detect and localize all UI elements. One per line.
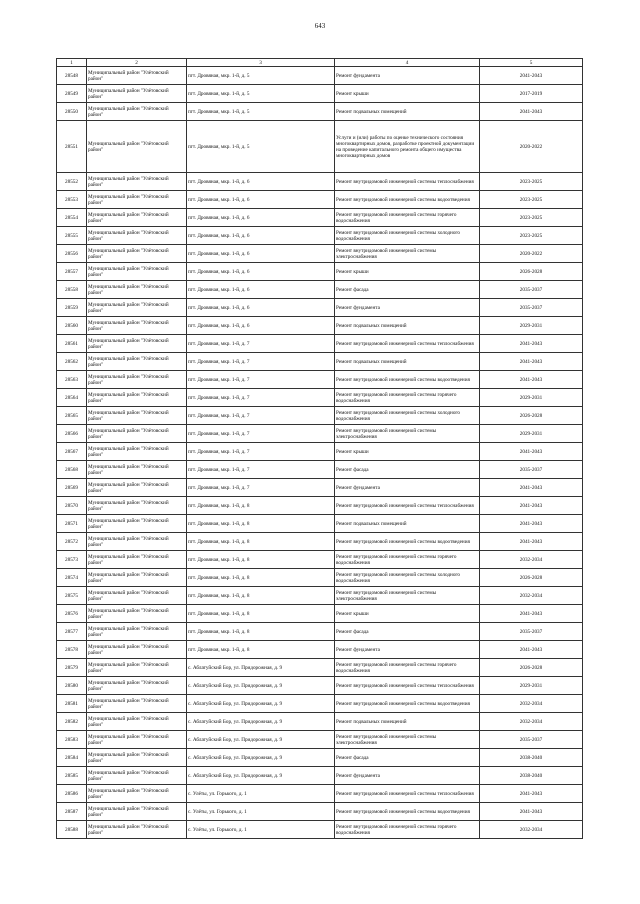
row-number-cell: 28550 xyxy=(57,103,87,121)
address-cell: пгт. Дровяная, мкр. 1-й, д. 7 xyxy=(187,353,335,371)
work-type-cell: Ремонт фасада xyxy=(335,461,480,479)
address-cell: с. Аблатуйский Бор, ул. Придорожная, д. 9 xyxy=(187,713,335,731)
work-type-cell: Ремонт внутридомовой инженерной системы водоотведения xyxy=(335,803,480,821)
work-type-cell: Ремонт крыши xyxy=(335,85,480,103)
work-type-cell: Ремонт внутридомовой инженерной системы горячего водоснабжения xyxy=(335,659,480,677)
row-number-cell: 28575 xyxy=(57,587,87,605)
address-cell: пгт. Дровяная, мкр. 1-й, д. 6 xyxy=(187,209,335,227)
page-number: 643 xyxy=(314,22,326,30)
work-type-cell: Ремонт внутридомовой инженерной системы электроснабжения xyxy=(335,245,480,263)
address-cell: пгт. Дровяная, мкр. 1-й, д. 6 xyxy=(187,263,335,281)
work-type-cell: Ремонт подвальных помещений xyxy=(335,515,480,533)
table-row xyxy=(57,121,583,173)
table-row xyxy=(57,353,583,371)
table-row xyxy=(57,515,583,533)
work-type-cell: Ремонт внутридомовой инженерной системы холодного водоснабжения xyxy=(335,227,480,245)
period-cell: 2023-2025 xyxy=(480,227,583,245)
table-row xyxy=(57,821,583,839)
municipality-cell: Муниципальный район "Улётовский район" xyxy=(87,317,187,335)
municipality-cell: Муниципальный район "Улётовский район" xyxy=(87,227,187,245)
address-cell: с. Аблатуйский Бор, ул. Придорожная, д. 9 xyxy=(187,767,335,785)
municipality-cell: Муниципальный район "Улётовский район" xyxy=(87,245,187,263)
row-number-cell: 28568 xyxy=(57,461,87,479)
row-number-cell: 28554 xyxy=(57,209,87,227)
work-type-cell: Ремонт внутридомовой инженерной системы горячего водоснабжения xyxy=(335,389,480,407)
address-cell: пгт. Дровяная, мкр. 1-й, д. 6 xyxy=(187,173,335,191)
address-cell: пгт. Дровяная, мкр. 1-й, д. 8 xyxy=(187,623,335,641)
address-cell: с. Аблатуйский Бор, ул. Придорожная, д. 9 xyxy=(187,749,335,767)
municipality-cell: Муниципальный район "Улётовский район" xyxy=(87,587,187,605)
period-cell: 2041-2043 xyxy=(480,67,583,85)
column-number-header-row xyxy=(57,59,583,67)
municipality-cell: Муниципальный район "Улётовский район" xyxy=(87,533,187,551)
row-number-cell: 28548 xyxy=(57,67,87,85)
municipality-cell: Муниципальный район "Улётовский район" xyxy=(87,821,187,839)
address-cell: пгт. Дровяная, мкр. 1-й, д. 6 xyxy=(187,281,335,299)
address-cell: пгт. Дровяная, мкр. 1-й, д. 6 xyxy=(187,191,335,209)
work-type-cell: Ремонт внутридомовой инженерной системы водоотведения xyxy=(335,533,480,551)
address-cell: пгт. Дровяная, мкр. 1-й, д. 5 xyxy=(187,103,335,121)
table-row xyxy=(57,173,583,191)
work-type-cell: Ремонт внутридомовой инженерной системы теплоснабжения xyxy=(335,335,480,353)
period-cell: 2041-2043 xyxy=(480,533,583,551)
municipality-cell: Муниципальный район "Улётовский район" xyxy=(87,461,187,479)
work-type-cell: Ремонт фундамента xyxy=(335,479,480,497)
address-cell: пгт. Дровяная, мкр. 1-й, д. 5 xyxy=(187,85,335,103)
municipality-cell: Муниципальный район "Улётовский район" xyxy=(87,389,187,407)
table-row xyxy=(57,317,583,335)
column-header-5: 5 xyxy=(480,59,583,67)
address-cell: с. Улёты, ул. Горького, д. 1 xyxy=(187,821,335,839)
table-row xyxy=(57,785,583,803)
address-cell: с. Аблатуйский Бор, ул. Придорожная, д. 9 xyxy=(187,695,335,713)
period-cell: 2023-2025 xyxy=(480,209,583,227)
repair-plan-table xyxy=(56,58,583,839)
period-cell: 2041-2043 xyxy=(480,443,583,461)
period-cell: 2029-2031 xyxy=(480,389,583,407)
work-type-cell: Ремонт внутридомовой инженерной системы горячего водоснабжения xyxy=(335,551,480,569)
address-cell: пгт. Дровяная, мкр. 1-й, д. 8 xyxy=(187,641,335,659)
period-cell: 2029-2031 xyxy=(480,317,583,335)
period-cell: 2035-2037 xyxy=(480,731,583,749)
municipality-cell: Муниципальный район "Улётовский район" xyxy=(87,209,187,227)
period-cell: 2026-2028 xyxy=(480,569,583,587)
address-cell: пгт. Дровяная, мкр. 1-й, д. 5 xyxy=(187,121,335,173)
municipality-cell: Муниципальный район "Улётовский район" xyxy=(87,85,187,103)
municipality-cell: Муниципальный район "Улётовский район" xyxy=(87,371,187,389)
table-row xyxy=(57,641,583,659)
period-cell: 2023-2025 xyxy=(480,191,583,209)
period-cell: 2032-2034 xyxy=(480,713,583,731)
period-cell: 2020-2022 xyxy=(480,245,583,263)
table-row xyxy=(57,731,583,749)
address-cell: пгт. Дровяная, мкр. 1-й, д. 7 xyxy=(187,461,335,479)
municipality-cell: Муниципальный район "Улётовский район" xyxy=(87,749,187,767)
period-cell: 2032-2034 xyxy=(480,695,583,713)
table-row xyxy=(57,587,583,605)
address-cell: пгт. Дровяная, мкр. 1-й, д. 6 xyxy=(187,227,335,245)
table-row xyxy=(57,767,583,785)
address-cell: пгт. Дровяная, мкр. 1-й, д. 7 xyxy=(187,371,335,389)
address-cell: пгт. Дровяная, мкр. 1-й, д. 7 xyxy=(187,407,335,425)
row-number-cell: 28577 xyxy=(57,623,87,641)
work-type-cell: Ремонт подвальных помещений xyxy=(335,353,480,371)
municipality-cell: Муниципальный район "Улётовский район" xyxy=(87,479,187,497)
row-number-cell: 28570 xyxy=(57,497,87,515)
period-cell: 2032-2034 xyxy=(480,551,583,569)
municipality-cell: Муниципальный район "Улётовский район" xyxy=(87,677,187,695)
row-number-cell: 28569 xyxy=(57,479,87,497)
work-type-cell: Ремонт внутридомовой инженерной системы теплоснабжения xyxy=(335,677,480,695)
work-type-cell: Ремонт внутридомовой инженерной системы электроснабжения xyxy=(335,731,480,749)
address-cell: пгт. Дровяная, мкр. 1-й, д. 8 xyxy=(187,533,335,551)
table-row xyxy=(57,569,583,587)
period-cell: 2029-2031 xyxy=(480,425,583,443)
period-cell: 2023-2025 xyxy=(480,173,583,191)
row-number-cell: 28574 xyxy=(57,569,87,587)
address-cell: пгт. Дровяная, мкр. 1-й, д. 8 xyxy=(187,605,335,623)
municipality-cell: Муниципальный район "Улётовский район" xyxy=(87,67,187,85)
address-cell: пгт. Дровяная, мкр. 1-й, д. 6 xyxy=(187,299,335,317)
work-type-cell: Ремонт внутридомовой инженерной системы горячего водоснабжения xyxy=(335,209,480,227)
work-type-cell: Ремонт крыши xyxy=(335,263,480,281)
table-row xyxy=(57,659,583,677)
row-number-cell: 28562 xyxy=(57,353,87,371)
address-cell: с. Улёты, ул. Горького, д. 1 xyxy=(187,785,335,803)
table-row xyxy=(57,335,583,353)
row-number-cell: 28563 xyxy=(57,371,87,389)
period-cell: 2038-2040 xyxy=(480,749,583,767)
row-number-cell: 28585 xyxy=(57,767,87,785)
municipality-cell: Муниципальный район "Улётовский район" xyxy=(87,713,187,731)
table-row xyxy=(57,425,583,443)
table-row xyxy=(57,227,583,245)
row-number-cell: 28560 xyxy=(57,317,87,335)
municipality-cell: Муниципальный район "Улётовский район" xyxy=(87,353,187,371)
address-cell: пгт. Дровяная, мкр. 1-й, д. 7 xyxy=(187,335,335,353)
table-row xyxy=(57,191,583,209)
work-type-cell: Ремонт внутридомовой инженерной системы горячего водоснабжения xyxy=(335,821,480,839)
column-header-3: 3 xyxy=(187,59,335,67)
table-row xyxy=(57,623,583,641)
period-cell: 2035-2037 xyxy=(480,281,583,299)
table-body xyxy=(57,59,583,839)
period-cell: 2035-2037 xyxy=(480,623,583,641)
municipality-cell: Муниципальный район "Улётовский район" xyxy=(87,659,187,677)
row-number-cell: 28553 xyxy=(57,191,87,209)
address-cell: пгт. Дровяная, мкр. 1-й, д. 5 xyxy=(187,67,335,85)
municipality-cell: Муниципальный район "Улётовский район" xyxy=(87,263,187,281)
period-cell: 2041-2043 xyxy=(480,785,583,803)
period-cell: 2035-2037 xyxy=(480,299,583,317)
period-cell: 2041-2043 xyxy=(480,803,583,821)
row-number-cell: 28578 xyxy=(57,641,87,659)
municipality-cell: Муниципальный район "Улётовский район" xyxy=(87,191,187,209)
table-row xyxy=(57,209,583,227)
work-type-cell: Ремонт подвальных помещений xyxy=(335,103,480,121)
address-cell: пгт. Дровяная, мкр. 1-й, д. 8 xyxy=(187,569,335,587)
work-type-cell: Ремонт крыши xyxy=(335,443,480,461)
table-row xyxy=(57,245,583,263)
table-row xyxy=(57,803,583,821)
municipality-cell: Муниципальный район "Улётовский район" xyxy=(87,731,187,749)
period-cell: 2041-2043 xyxy=(480,515,583,533)
period-cell: 2029-2031 xyxy=(480,677,583,695)
table-row xyxy=(57,67,583,85)
address-cell: с. Улёты, ул. Горького, д. 1 xyxy=(187,803,335,821)
municipality-cell: Муниципальный район "Улётовский район" xyxy=(87,299,187,317)
table-row xyxy=(57,263,583,281)
table-row xyxy=(57,281,583,299)
table-row xyxy=(57,695,583,713)
municipality-cell: Муниципальный район "Улётовский район" xyxy=(87,335,187,353)
address-cell: с. Аблатуйский Бор, ул. Придорожная, д. 9 xyxy=(187,731,335,749)
work-type-cell: Ремонт фасада xyxy=(335,281,480,299)
column-header-2: 2 xyxy=(87,59,187,67)
work-type-cell: Ремонт фундамента xyxy=(335,767,480,785)
period-cell: 2041-2043 xyxy=(480,335,583,353)
row-number-cell: 28564 xyxy=(57,389,87,407)
work-type-cell: Ремонт внутридомовой инженерной системы водоотведения xyxy=(335,371,480,389)
row-number-cell: 28582 xyxy=(57,713,87,731)
work-type-cell: Ремонт фасада xyxy=(335,623,480,641)
period-cell: 2041-2043 xyxy=(480,641,583,659)
address-cell: пгт. Дровяная, мкр. 1-й, д. 7 xyxy=(187,389,335,407)
row-number-cell: 28557 xyxy=(57,263,87,281)
municipality-cell: Муниципальный район "Улётовский район" xyxy=(87,515,187,533)
period-cell: 2026-2028 xyxy=(480,659,583,677)
row-number-cell: 28549 xyxy=(57,85,87,103)
work-type-cell: Ремонт внутридомовой инженерной системы водоотведения xyxy=(335,695,480,713)
table-row xyxy=(57,389,583,407)
municipality-cell: Муниципальный район "Улётовский район" xyxy=(87,695,187,713)
work-type-cell: Ремонт фундамента xyxy=(335,641,480,659)
table-row xyxy=(57,299,583,317)
municipality-cell: Муниципальный район "Улётовский район" xyxy=(87,407,187,425)
address-cell: с. Аблатуйский Бор, ул. Придорожная, д. 9 xyxy=(187,659,335,677)
period-cell: 2038-2040 xyxy=(480,767,583,785)
row-number-cell: 28559 xyxy=(57,299,87,317)
period-cell: 2041-2043 xyxy=(480,103,583,121)
municipality-cell: Муниципальный район "Улётовский район" xyxy=(87,497,187,515)
period-cell: 2020-2022 xyxy=(480,121,583,173)
municipality-cell: Муниципальный район "Улётовский район" xyxy=(87,641,187,659)
address-cell: пгт. Дровяная, мкр. 1-й, д. 8 xyxy=(187,587,335,605)
period-cell: 2035-2037 xyxy=(480,461,583,479)
table-row xyxy=(57,749,583,767)
municipality-cell: Муниципальный район "Улётовский район" xyxy=(87,605,187,623)
row-number-cell: 28583 xyxy=(57,731,87,749)
table-row xyxy=(57,371,583,389)
column-header-4: 4 xyxy=(335,59,480,67)
municipality-cell: Муниципальный район "Улётовский район" xyxy=(87,425,187,443)
work-type-cell: Ремонт фасада xyxy=(335,749,480,767)
address-cell: пгт. Дровяная, мкр. 1-й, д. 6 xyxy=(187,245,335,263)
period-cell: 2032-2034 xyxy=(480,587,583,605)
row-number-cell: 28587 xyxy=(57,803,87,821)
row-number-cell: 28552 xyxy=(57,173,87,191)
table-row xyxy=(57,551,583,569)
address-cell: пгт. Дровяная, мкр. 1-й, д. 7 xyxy=(187,425,335,443)
row-number-cell: 28588 xyxy=(57,821,87,839)
period-cell: 2041-2043 xyxy=(480,371,583,389)
municipality-cell: Муниципальный район "Улётовский район" xyxy=(87,173,187,191)
work-type-cell: Ремонт внутридомовой инженерной системы теплоснабжения xyxy=(335,497,480,515)
period-cell: 2041-2043 xyxy=(480,353,583,371)
row-number-cell: 28561 xyxy=(57,335,87,353)
work-type-cell: Ремонт фундамента xyxy=(335,67,480,85)
address-cell: пгт. Дровяная, мкр. 1-й, д. 7 xyxy=(187,479,335,497)
municipality-cell: Муниципальный район "Улётовский район" xyxy=(87,785,187,803)
period-cell: 2041-2043 xyxy=(480,497,583,515)
address-cell: пгт. Дровяная, мкр. 1-й, д. 8 xyxy=(187,497,335,515)
municipality-cell: Муниципальный район "Улётовский район" xyxy=(87,281,187,299)
period-cell: 2017-2019 xyxy=(480,85,583,103)
row-number-cell: 28551 xyxy=(57,121,87,173)
period-cell: 2041-2043 xyxy=(480,479,583,497)
work-type-cell: Ремонт внутридомовой инженерной системы теплоснабжения xyxy=(335,785,480,803)
table-row xyxy=(57,103,583,121)
table-row xyxy=(57,713,583,731)
municipality-cell: Муниципальный район "Улётовский район" xyxy=(87,803,187,821)
municipality-cell: Муниципальный район "Улётовский район" xyxy=(87,443,187,461)
work-type-cell: Ремонт подвальных помещений xyxy=(335,713,480,731)
address-cell: с. Аблатуйский Бор, ул. Придорожная, д. 9 xyxy=(187,677,335,695)
row-number-cell: 28565 xyxy=(57,407,87,425)
municipality-cell: Муниципальный район "Улётовский район" xyxy=(87,623,187,641)
table-row xyxy=(57,479,583,497)
work-type-cell: Ремонт внутридомовой инженерной системы теплоснабжения xyxy=(335,173,480,191)
table-row xyxy=(57,605,583,623)
row-number-cell: 28576 xyxy=(57,605,87,623)
municipality-cell: Муниципальный район "Улётовский район" xyxy=(87,767,187,785)
municipality-cell: Муниципальный район "Улётовский район" xyxy=(87,121,187,173)
table-row xyxy=(57,497,583,515)
row-number-cell: 28586 xyxy=(57,785,87,803)
work-type-cell: Ремонт крыши xyxy=(335,605,480,623)
address-cell: пгт. Дровяная, мкр. 1-й, д. 6 xyxy=(187,317,335,335)
row-number-cell: 28571 xyxy=(57,515,87,533)
period-cell: 2026-2028 xyxy=(480,407,583,425)
work-type-cell: Ремонт внутридомовой инженерной системы электроснабжения xyxy=(335,587,480,605)
row-number-cell: 28566 xyxy=(57,425,87,443)
row-number-cell: 28558 xyxy=(57,281,87,299)
address-cell: пгт. Дровяная, мкр. 1-й, д. 7 xyxy=(187,443,335,461)
table-row xyxy=(57,443,583,461)
municipality-cell: Муниципальный район "Улётовский район" xyxy=(87,103,187,121)
period-cell: 2041-2043 xyxy=(480,605,583,623)
address-cell: пгт. Дровяная, мкр. 1-й, д. 8 xyxy=(187,515,335,533)
work-type-cell: Ремонт фундамента xyxy=(335,299,480,317)
work-type-cell: Услуги и (или) работы по оценке технического состояния многоквартирных домов, разработке проектной документации на проведение капитального ремонта общего имущества многоквартирных домов xyxy=(335,121,480,173)
row-number-cell: 28579 xyxy=(57,659,87,677)
row-number-cell: 28581 xyxy=(57,695,87,713)
work-type-cell: Ремонт внутридомовой инженерной системы холодного водоснабжения xyxy=(335,569,480,587)
row-number-cell: 28580 xyxy=(57,677,87,695)
work-type-cell: Ремонт подвальных помещений xyxy=(335,317,480,335)
work-type-cell: Ремонт внутридомовой инженерной системы водоотведения xyxy=(335,191,480,209)
column-header-1: 1 xyxy=(57,59,87,67)
municipality-cell: Муниципальный район "Улётовский район" xyxy=(87,551,187,569)
table-row xyxy=(57,85,583,103)
table-row xyxy=(57,407,583,425)
municipality-cell: Муниципальный район "Улётовский район" xyxy=(87,569,187,587)
row-number-cell: 28573 xyxy=(57,551,87,569)
row-number-cell: 28572 xyxy=(57,533,87,551)
work-type-cell: Ремонт внутридомовой инженерной системы электроснабжения xyxy=(335,425,480,443)
address-cell: пгт. Дровяная, мкр. 1-й, д. 8 xyxy=(187,551,335,569)
row-number-cell: 28584 xyxy=(57,749,87,767)
period-cell: 2032-2034 xyxy=(480,821,583,839)
row-number-cell: 28555 xyxy=(57,227,87,245)
period-cell: 2026-2028 xyxy=(480,263,583,281)
table-row xyxy=(57,533,583,551)
table-row xyxy=(57,677,583,695)
row-number-cell: 28556 xyxy=(57,245,87,263)
row-number-cell: 28567 xyxy=(57,443,87,461)
work-type-cell: Ремонт внутридомовой инженерной системы холодного водоснабжения xyxy=(335,407,480,425)
table-row xyxy=(57,461,583,479)
